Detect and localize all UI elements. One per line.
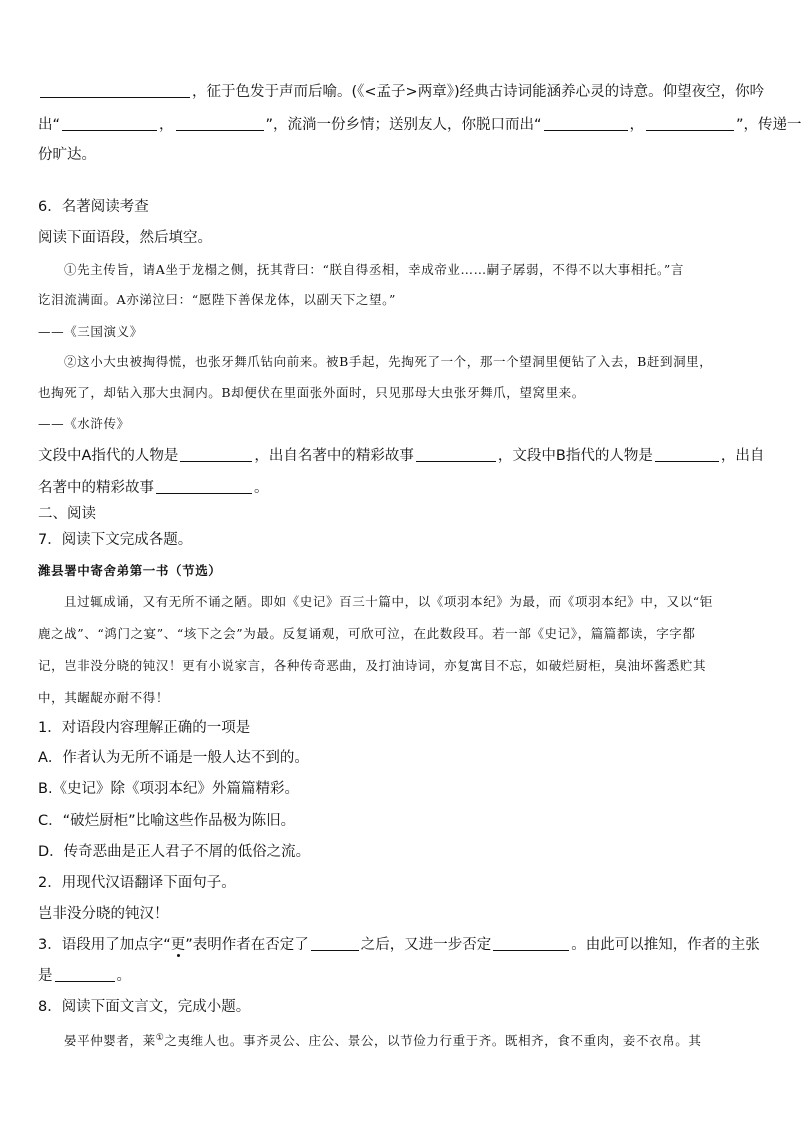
answer-blank[interactable] [180, 447, 252, 462]
q7-passage-line-3: 记，岂非没分晓的钝汉！更有小说家言，各种传奇恶曲，及打油诗词，亦复寓目不忘，如破烂厨柜，臭油坏酱悉贮其 [38, 658, 707, 673]
answer-blank[interactable] [544, 116, 628, 131]
option-d[interactable]: D．传奇恶曲是正人君子不屑的低俗之流。 [38, 844, 311, 860]
q6-passage-1-line-1: ①先主传旨，请A坐于龙榻之侧，抚其背曰：“朕自得丞相，幸成帝业……嗣子孱弱，不得不以大事相托。”言 [64, 262, 684, 277]
q6-fill-line-1: 文段中A指代的人物是 ，出自名著中的精彩故事 ，文段中B指代的人物是 ，出自 [38, 448, 765, 464]
answer-blank[interactable] [156, 479, 252, 494]
q5-line-1: ，征于色发于声而后喻。(《<孟子>两章》)经典古诗词能涵养心灵的诗意。仰望夜空，你吟 [38, 82, 758, 102]
q7-sub-question-3: 3．语段用了加点字“更”表明作者在否定了 之后，又进一步否定 。由此可以推知，作者的主张 [38, 937, 760, 953]
q7-sub-question-3-line-2: 是 。 [38, 968, 131, 984]
option-b[interactable]: B.《史记》除《项羽本纪》外篇篇精彩。 [38, 781, 300, 797]
q6-title: 6．名著阅读考查 [38, 199, 149, 215]
dotted-character: 更 [170, 937, 186, 953]
q6-passage-1-line-2: 讫泪流满面。A亦涕泣曰：“愿陛下善保龙体，以副天下之望。” [38, 292, 396, 307]
q8-passage-line-1: 晏平仲婴者，莱①之夷维人也。事齐灵公、庄公、景公，以节俭力行重于齐。既相齐，食不重肉，妾不衣帛。其 [64, 1033, 702, 1049]
q8-title: 8．阅读下面文言文，完成小题。 [38, 999, 251, 1015]
footnote-marker: ① [155, 1033, 165, 1043]
q6-source-2: ——《水浒传》 [38, 416, 130, 431]
answer-blank[interactable] [176, 116, 264, 131]
answer-blank[interactable] [416, 447, 496, 462]
q7-passage-line-2: 鹿之战”、“鸿门之宴”、“垓下之会”为最。反复诵观，可欣可泣，在此数段耳。若一部《史记》，篇篇都读，字字都 [38, 626, 696, 641]
q5-line-3: 份旷达。 [38, 147, 96, 163]
q7-title: 7．阅读下文完成各题。 [38, 532, 193, 548]
answer-blank[interactable] [62, 116, 157, 131]
q7-passage-line-4: 中，其龌龊亦耐不得！ [38, 690, 170, 705]
answer-blank[interactable] [40, 83, 190, 98]
passage-title: 潍县署中寄舍弟第一书（节选） [38, 563, 222, 578]
q7-passage-line-1: 且过辄成诵，又有无所不诵之陋。即如《史记》百三十篇中，以《项羽本纪》为最，而《项羽本纪》中，又以“钜 [64, 594, 713, 609]
q6-source-1: ——《三国演义》 [38, 324, 143, 339]
answer-blank[interactable] [493, 936, 569, 951]
q6-fill-line-2: 名著中的精彩故事 。 [38, 480, 269, 496]
answer-blank[interactable] [646, 116, 734, 131]
option-a[interactable]: A．作者认为无所不诵是一般人达不到的。 [38, 750, 309, 766]
q6-passage-2-line-1: ②这小大虫被掏得慌，也张牙舞爪钻向前来。被B手起，先掏死了一个，那一个望洞里便钻了入去，B赶到洞里， [64, 354, 713, 369]
q7-sub-question-1: 1．对语段内容理解正确的一项是 [38, 720, 251, 736]
answer-blank[interactable] [55, 967, 115, 982]
answer-blank[interactable] [311, 936, 359, 951]
answer-blank[interactable] [655, 447, 719, 462]
q7-sub-question-2: 2．用现代汉语翻译下面句子。 [38, 875, 236, 891]
q6-instruction: 阅读下面语段，然后填空。 [38, 230, 212, 246]
q5-line-2: 出“ ， ”，流淌一份乡情；送别友人，你脱口而出“ ， ”，传递一 [38, 117, 802, 133]
option-c[interactable]: C．“破烂厨柜”比喻这些作品极为陈旧。 [38, 813, 296, 829]
q7-sentence: 岂非没分晓的钝汉！ [38, 906, 169, 922]
q6-passage-2-line-2: 也掏死了，却钻入那大虫洞内。B却便伏在里面张外面时，只见那母大虫张牙舞爪，望窝里来。 [38, 385, 585, 400]
section-heading: 二、阅读 [38, 506, 96, 522]
